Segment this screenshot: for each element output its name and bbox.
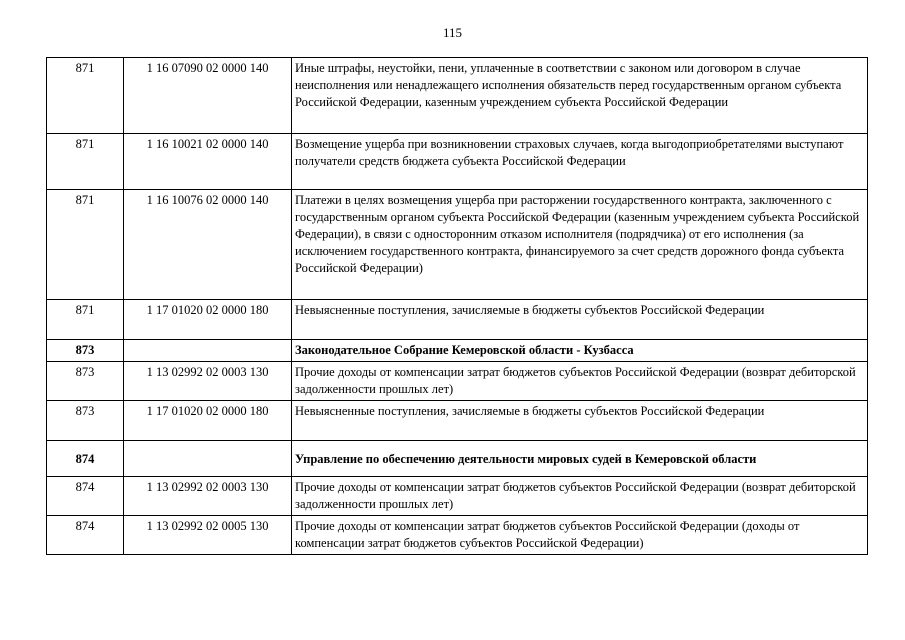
budget-classification-table [46,57,868,555]
section-header-row [47,441,868,477]
section-header-row [47,340,868,362]
table-row [47,401,868,441]
section-title-cell: Законодательное Собрание Кемеровской области - Кузбасса [292,340,868,362]
table-row [47,134,868,190]
budget-code-cell: 1 16 10021 02 0000 140 [124,134,292,190]
income-name-cell: Невыясненные поступления, зачисляемые в бюджеты субъектов Российской Федерации [292,300,868,340]
income-name-cell: Иные штрафы, неустойки, пени, уплаченные в соответствии с законом или договором в случае неисполнения или ненадлежащего исполнения обязательств перед государственным органом субъекта Российской Федерации, казенным учреждением субъекта Российской Федерации [292,58,868,134]
budget-code-cell: 1 13 02992 02 0005 130 [124,516,292,555]
table-row [47,516,868,555]
income-name-cell: Платежи в целях возмещения ущерба при расторжении государственного контракта, заключенного с государственным органом субъекта Российской Федерации (казенным учреждением субъекта Российской Федерации), в связи с односторонним отказом исполнителя (подрядчика) от его исполнения (за исключением государственного контракта, финансируемого за счет средств дорожного фонда субъекта Российской Федерации) [292,190,868,300]
income-name-cell: Прочие доходы от компенсации затрат бюджетов субъектов Российской Федерации (возврат дебиторской задолженности прошлых лет) [292,362,868,401]
admin-code-cell: 871 [47,58,124,134]
budget-code-cell: 1 17 01020 02 0000 180 [124,401,292,441]
budget-code-cell: 1 13 02992 02 0003 130 [124,362,292,401]
table-row [47,300,868,340]
budget-code-cell: 1 16 10076 02 0000 140 [124,190,292,300]
admin-code-cell: 873 [47,401,124,441]
section-title-cell: Управление по обеспечению деятельности мировых судей в Кемеровской области [292,441,868,477]
table-row [47,477,868,516]
admin-code-cell: 873 [47,340,124,362]
budget-code-cell [124,340,292,362]
income-name-cell: Невыясненные поступления, зачисляемые в бюджеты субъектов Российской Федерации [292,401,868,441]
table-row [47,58,868,134]
admin-code-cell: 873 [47,362,124,401]
budget-code-cell: 1 17 01020 02 0000 180 [124,300,292,340]
budget-code-cell: 1 13 02992 02 0003 130 [124,477,292,516]
admin-code-cell: 871 [47,300,124,340]
budget-code-cell [124,441,292,477]
admin-code-cell: 874 [47,441,124,477]
income-name-cell: Прочие доходы от компенсации затрат бюджетов субъектов Российской Федерации (возврат дебиторской задолженности прошлых лет) [292,477,868,516]
page-number: 115 [442,25,463,40]
table-row [47,190,868,300]
table-row [47,362,868,401]
income-name-cell: Возмещение ущерба при возникновении страховых случаев, когда выгодоприобретателями выступают получатели средств бюджета субъекта Российской Федерации [292,134,868,190]
budget-code-cell: 1 16 07090 02 0000 140 [124,58,292,134]
admin-code-cell: 871 [47,134,124,190]
admin-code-cell: 871 [47,190,124,300]
income-name-cell: Прочие доходы от компенсации затрат бюджетов субъектов Российской Федерации (доходы от компенсации затрат бюджетов субъектов Российской Федерации) [292,516,868,555]
admin-code-cell: 874 [47,516,124,555]
admin-code-cell: 874 [47,477,124,516]
